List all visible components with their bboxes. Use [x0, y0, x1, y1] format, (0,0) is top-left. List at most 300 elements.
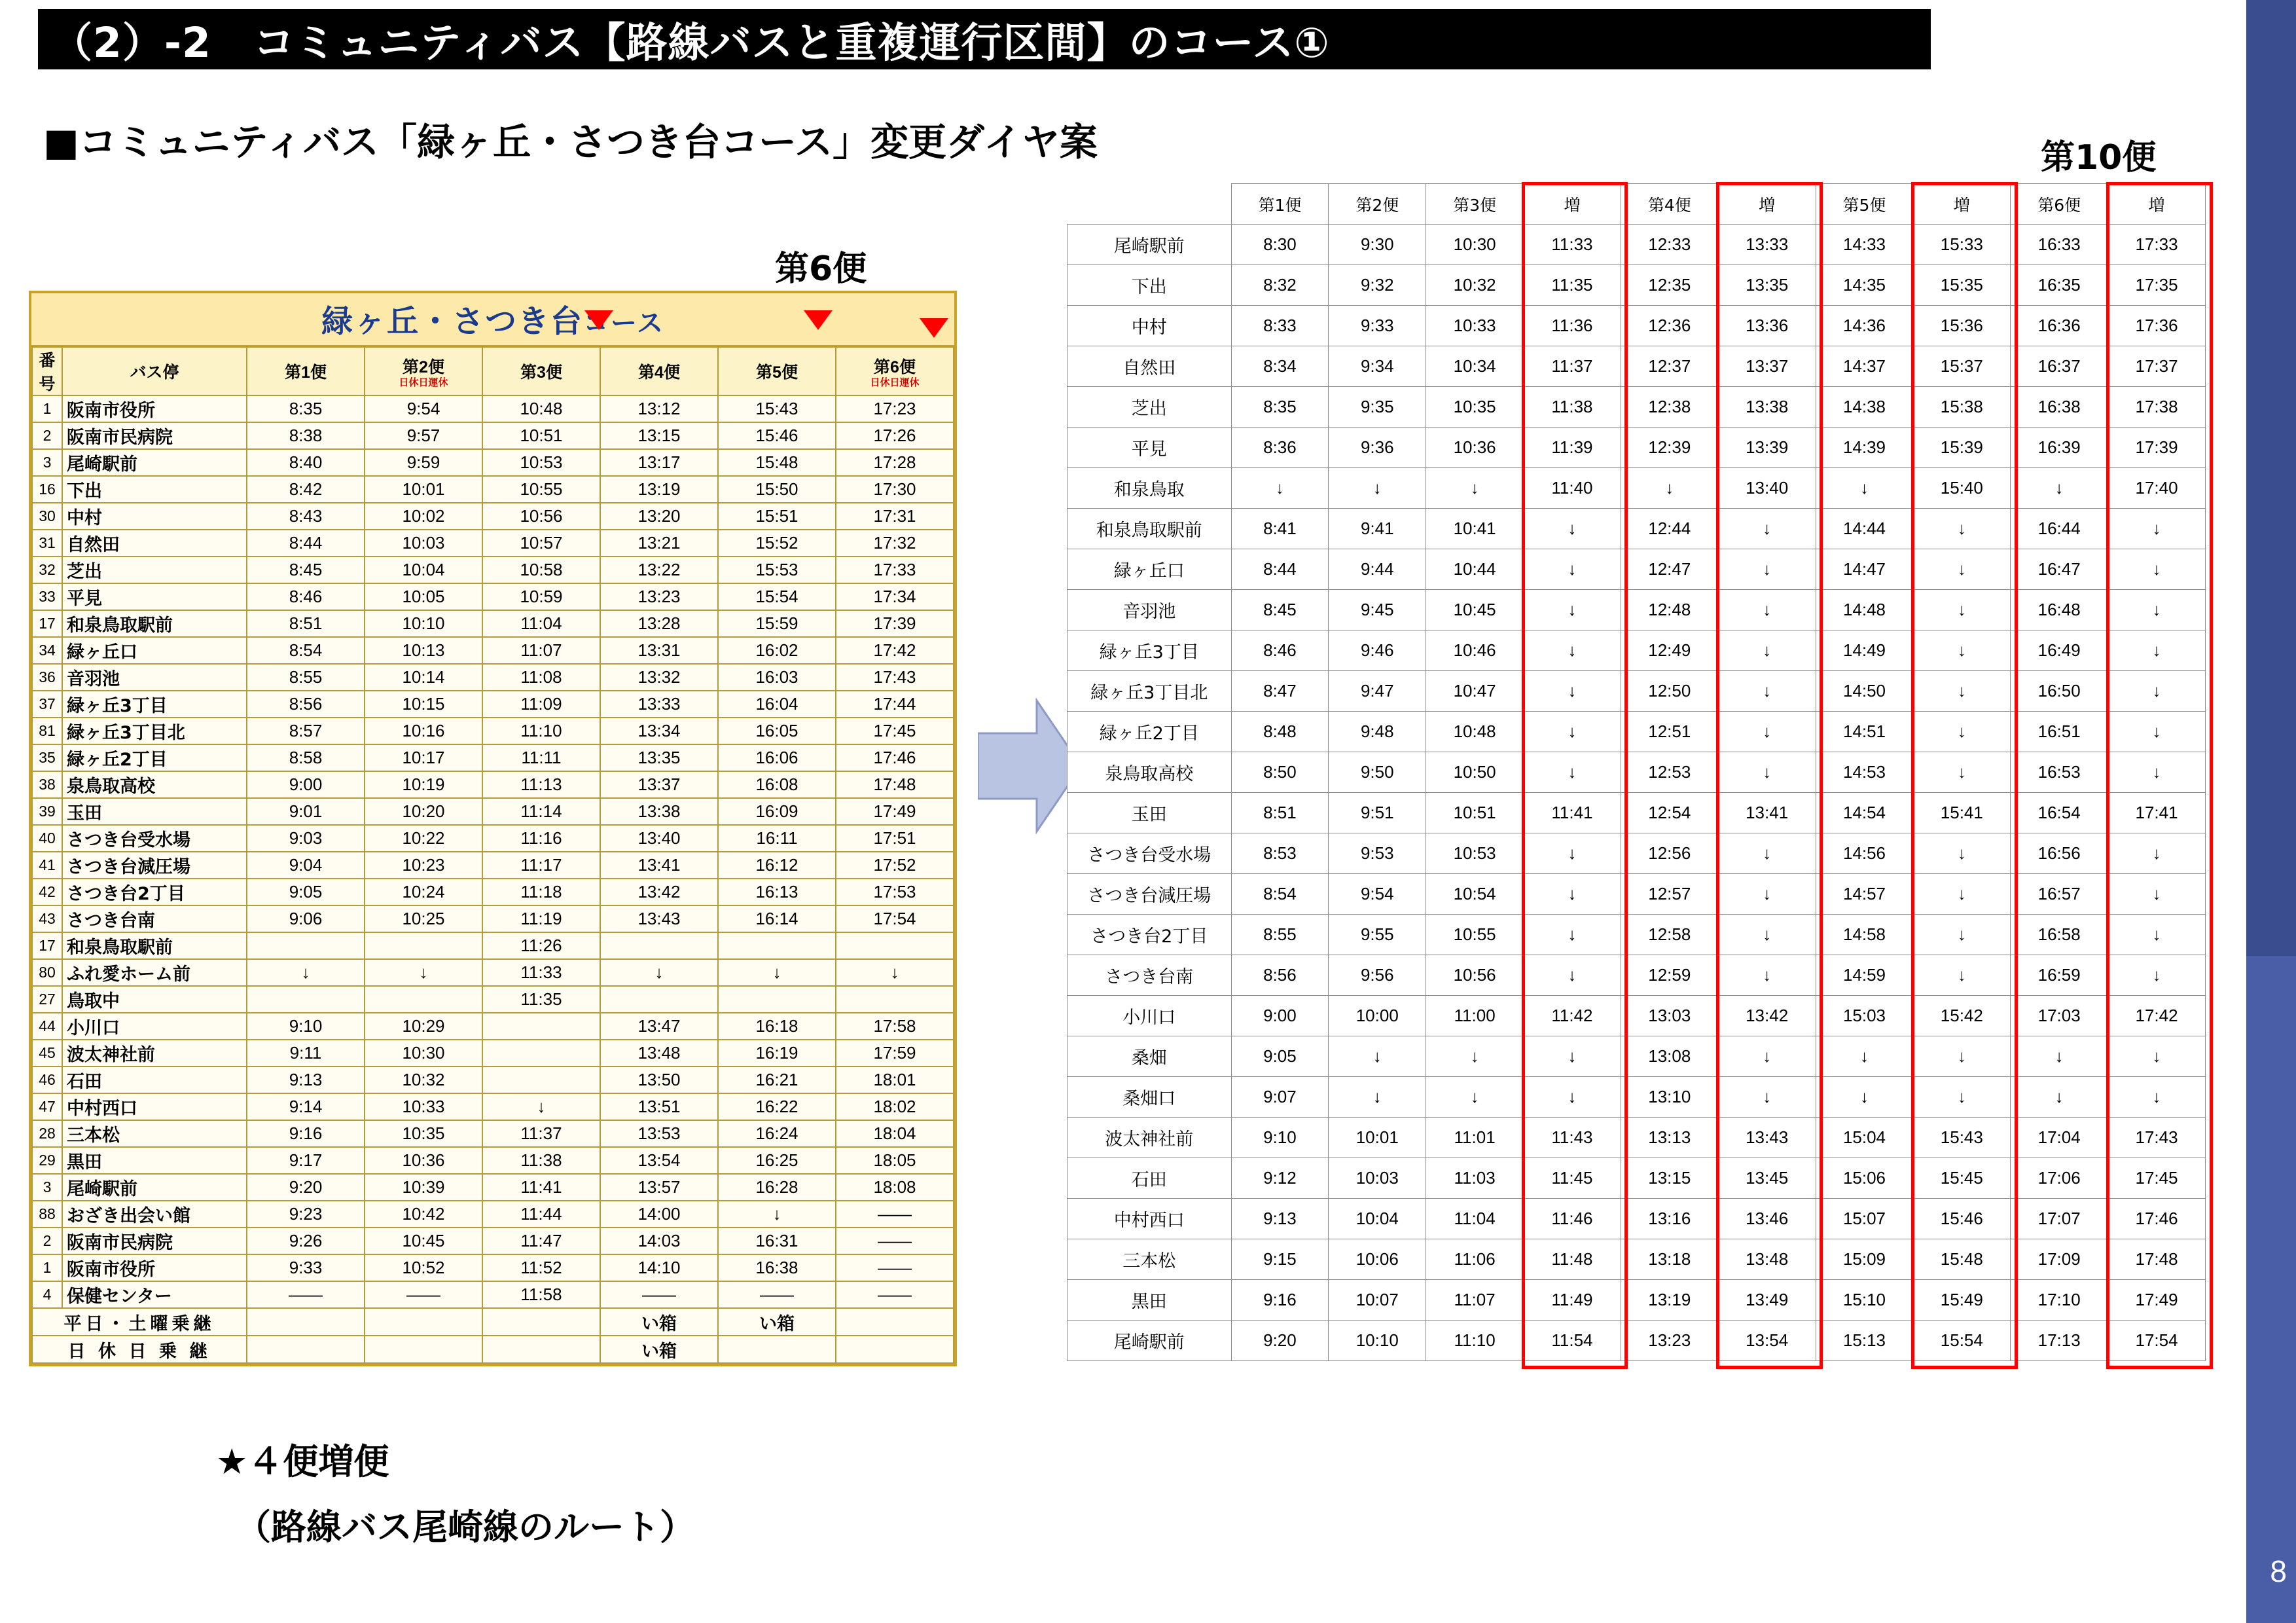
stop-name: 緑ヶ丘口: [1067, 549, 1232, 590]
time-cell: 13:38: [600, 798, 718, 825]
table-row: [32, 637, 954, 664]
time-cell: [600, 986, 718, 1013]
time-cell: 10:41: [1426, 509, 1524, 549]
time-cell: 16:38: [718, 1254, 836, 1281]
time-cell: ↓: [836, 959, 954, 986]
time-cell: 9:35: [1329, 387, 1426, 428]
time-cell: ↓: [1913, 671, 2011, 712]
time-cell: 14:44: [1816, 509, 1913, 549]
time-cell: [482, 1013, 600, 1040]
col-header-bin1: 第1便: [247, 347, 365, 395]
col-header-corner: [1067, 184, 1232, 225]
time-cell: 12:39: [1621, 428, 1718, 468]
row-number: 17: [32, 932, 62, 959]
time-cell: 17:49: [836, 798, 954, 825]
time-cell: 13:40: [600, 825, 718, 852]
time-cell: 13:54: [600, 1147, 718, 1174]
row-number: 44: [32, 1013, 62, 1040]
time-cell: ↓: [2011, 1077, 2108, 1118]
row-number: 34: [32, 637, 62, 664]
footer-cell: [365, 1336, 482, 1363]
stop-name: 平見: [62, 583, 247, 610]
table-row: [1067, 712, 2206, 752]
time-cell: 11:17: [482, 852, 600, 879]
time-cell: 9:07: [1231, 1077, 1329, 1118]
time-cell: 8:36: [1231, 428, 1329, 468]
time-cell: 17:39: [2108, 428, 2206, 468]
row-number: 81: [32, 718, 62, 744]
time-cell: 10:56: [1426, 955, 1524, 996]
stop-name: 和泉鳥取: [1067, 468, 1232, 509]
time-cell: ↓: [1913, 874, 2011, 915]
footer-cell: [365, 1308, 482, 1336]
footer-cell: [836, 1308, 954, 1336]
time-cell: 8:35: [247, 395, 365, 422]
time-cell: 10:35: [1426, 387, 1524, 428]
row-number: 38: [32, 771, 62, 798]
stop-name: 自然田: [62, 530, 247, 556]
time-cell: 12:33: [1621, 225, 1718, 265]
stop-name: 緑ヶ丘口: [62, 637, 247, 664]
stop-name: 芝出: [62, 556, 247, 583]
time-cell: 13:15: [600, 422, 718, 449]
time-cell: 17:39: [836, 610, 954, 637]
time-cell: 16:47: [2011, 549, 2108, 590]
time-cell: 9:15: [1231, 1239, 1329, 1280]
time-cell: 10:25: [365, 905, 482, 932]
time-cell: 15:10: [1816, 1280, 1913, 1321]
time-cell: 10:04: [1329, 1199, 1426, 1239]
time-cell: 13:10: [1621, 1077, 1718, 1118]
time-cell: 9:12: [1231, 1158, 1329, 1199]
stop-name: 平見: [1067, 428, 1232, 468]
time-cell: 17:33: [2108, 225, 2206, 265]
stop-name: さつき台減圧場: [1067, 874, 1232, 915]
time-cell: 10:23: [365, 852, 482, 879]
table-row: [32, 1201, 954, 1228]
time-cell: 11:04: [482, 610, 600, 637]
time-cell: 10:55: [482, 476, 600, 503]
time-cell: 17:32: [836, 530, 954, 556]
time-cell: 11:45: [1524, 1158, 1621, 1199]
time-cell: 15:07: [1816, 1199, 1913, 1239]
time-cell: 16:25: [718, 1147, 836, 1174]
col-header-bin6: [836, 347, 954, 395]
time-cell: 8:44: [247, 530, 365, 556]
time-cell: 12:44: [1621, 509, 1718, 549]
footer-cell: [718, 1336, 836, 1363]
stop-name: 泉鳥取高校: [1067, 752, 1232, 793]
time-cell: 16:14: [718, 905, 836, 932]
slide-side-bar: [2246, 0, 2296, 1623]
time-cell: 12:53: [1621, 752, 1718, 793]
time-cell: 16:02: [718, 637, 836, 664]
time-cell: 18:01: [836, 1067, 954, 1093]
time-cell: 8:38: [247, 422, 365, 449]
time-cell: 16:21: [718, 1067, 836, 1093]
time-cell: ↓: [1524, 630, 1621, 671]
time-cell: ↓: [1913, 1077, 2011, 1118]
row-number: 2: [32, 422, 62, 449]
stop-name: 緑ヶ丘2丁目: [62, 744, 247, 771]
time-cell: 11:52: [482, 1254, 600, 1281]
table-row: [1067, 468, 2206, 509]
time-cell: 16:50: [2011, 671, 2108, 712]
time-cell: ↓: [1913, 955, 2011, 996]
col-header-1: 第1便: [1231, 184, 1329, 225]
table-row: [32, 879, 954, 905]
time-cell: 9:13: [1231, 1199, 1329, 1239]
time-cell: ――: [836, 1201, 954, 1228]
time-cell: 14:33: [1816, 225, 1913, 265]
footer-cell: い箱: [600, 1336, 718, 1363]
time-cell: [482, 1040, 600, 1067]
time-cell: 17:48: [836, 771, 954, 798]
time-cell: ↓: [247, 959, 365, 986]
time-cell: 9:14: [247, 1093, 365, 1120]
time-cell: 14:49: [1816, 630, 1913, 671]
stop-name: 緑ヶ丘2丁目: [1067, 712, 1232, 752]
time-cell: 10:06: [1329, 1239, 1426, 1280]
time-cell: 13:22: [600, 556, 718, 583]
time-cell: 11:33: [482, 959, 600, 986]
time-cell: 11:08: [482, 664, 600, 691]
col-header-no: 番号: [32, 347, 62, 395]
time-cell: ↓: [1718, 630, 1816, 671]
time-cell: 13:31: [600, 637, 718, 664]
row-number: 31: [32, 530, 62, 556]
time-cell: 12:59: [1621, 955, 1718, 996]
time-cell: 12:48: [1621, 590, 1718, 630]
time-cell: 12:49: [1621, 630, 1718, 671]
time-cell: [836, 932, 954, 959]
footer-cell: [482, 1336, 600, 1363]
time-cell: ↓: [1426, 1036, 1524, 1077]
time-cell: 16:39: [2011, 428, 2108, 468]
time-cell: 14:51: [1816, 712, 1913, 752]
stop-name: 玉田: [62, 798, 247, 825]
time-cell: 9:41: [1329, 509, 1426, 549]
time-cell: 10:45: [365, 1228, 482, 1254]
table-row: [32, 825, 954, 852]
time-cell: ↓: [482, 1093, 600, 1120]
time-cell: 11:06: [1426, 1239, 1524, 1280]
time-cell: ↓: [2108, 1036, 2206, 1077]
time-cell: ↓: [1816, 468, 1913, 509]
table-row: [1067, 996, 2206, 1036]
time-cell: ――: [600, 1281, 718, 1308]
time-cell: ↓: [1718, 1036, 1816, 1077]
time-cell: 8:54: [1231, 874, 1329, 915]
time-cell: 11:41: [482, 1174, 600, 1201]
time-cell: 10:05: [365, 583, 482, 610]
time-cell: ↓: [1426, 1077, 1524, 1118]
time-cell: 11:10: [482, 718, 600, 744]
time-cell: 10:48: [482, 395, 600, 422]
time-cell: 13:18: [1621, 1239, 1718, 1280]
table-row: [1067, 1036, 2206, 1077]
time-cell: 10:03: [1329, 1158, 1426, 1199]
stop-name: さつき台2丁目: [1067, 915, 1232, 955]
time-cell: 10:30: [1426, 225, 1524, 265]
time-cell: ↓: [1913, 833, 2011, 874]
time-cell: ↓: [1524, 833, 1621, 874]
time-cell: ↓: [1718, 752, 1816, 793]
time-cell: 17:42: [2108, 996, 2206, 1036]
time-cell: 13:43: [1718, 1118, 1816, 1158]
col-header-5: 第4便: [1621, 184, 1718, 225]
stop-name: 和泉鳥取駅前: [62, 932, 247, 959]
time-cell: 15:53: [718, 556, 836, 583]
time-cell: ――: [836, 1228, 954, 1254]
table-row: [32, 744, 954, 771]
time-cell: 17:34: [836, 583, 954, 610]
footer-cell: い箱: [718, 1308, 836, 1336]
time-cell: 11:54: [1524, 1321, 1621, 1361]
time-cell: 15:36: [1913, 306, 2011, 346]
row-number: 39: [32, 798, 62, 825]
time-cell: 15:13: [1816, 1321, 1913, 1361]
time-cell: ↓: [1329, 1077, 1426, 1118]
time-cell: 15:03: [1816, 996, 1913, 1036]
time-cell: 11:18: [482, 879, 600, 905]
time-cell: 12:47: [1621, 549, 1718, 590]
time-cell: 10:32: [1426, 265, 1524, 306]
table-row: [32, 1013, 954, 1040]
time-cell: 13:17: [600, 449, 718, 476]
time-cell: 17:03: [2011, 996, 2108, 1036]
table-row: [1067, 1077, 2206, 1118]
time-cell: 9:04: [247, 852, 365, 879]
time-cell: 16:35: [2011, 265, 2108, 306]
time-cell: 10:16: [365, 718, 482, 744]
time-cell: 13:32: [600, 664, 718, 691]
footer-cell: [247, 1308, 365, 1336]
time-cell: 12:37: [1621, 346, 1718, 387]
time-cell: 14:53: [1816, 752, 1913, 793]
time-cell: 9:26: [247, 1228, 365, 1254]
time-cell: 9:17: [247, 1147, 365, 1174]
time-cell: 13:45: [1718, 1158, 1816, 1199]
time-cell: 11:35: [1524, 265, 1621, 306]
time-cell: 16:11: [718, 825, 836, 852]
time-cell: 17:26: [836, 422, 954, 449]
time-cell: 11:09: [482, 691, 600, 718]
stop-name: 黒田: [1067, 1280, 1232, 1321]
row-number: 47: [32, 1093, 62, 1120]
time-cell: 11:37: [1524, 346, 1621, 387]
table-row: [1067, 306, 2206, 346]
time-cell: 12:38: [1621, 387, 1718, 428]
time-cell: 15:35: [1913, 265, 2011, 306]
row-number: 1: [32, 1254, 62, 1281]
row-number: 33: [32, 583, 62, 610]
time-cell: 10:24: [365, 879, 482, 905]
time-cell: 11:07: [482, 637, 600, 664]
time-cell: 11:03: [1426, 1158, 1524, 1199]
time-cell: 8:44: [1231, 549, 1329, 590]
time-cell: 14:37: [1816, 346, 1913, 387]
row-number: 40: [32, 825, 62, 852]
time-cell: 8:45: [1231, 590, 1329, 630]
time-cell: 13:19: [600, 476, 718, 503]
time-cell: ↓: [1329, 1036, 1426, 1077]
time-cell: 9:45: [1329, 590, 1426, 630]
stop-name: 中村: [1067, 306, 1232, 346]
col-header-3: 第3便: [1426, 184, 1524, 225]
time-cell: ↓: [1718, 833, 1816, 874]
time-cell: ↓: [2011, 1036, 2108, 1077]
time-cell: 10:33: [1426, 306, 1524, 346]
time-cell: ↓: [1913, 1036, 2011, 1077]
table-row: [32, 449, 954, 476]
time-cell: 13:37: [1718, 346, 1816, 387]
stop-name: 音羽池: [1067, 590, 1232, 630]
time-cell: 8:56: [1231, 955, 1329, 996]
side-bar-accent-top: [2246, 0, 2296, 956]
time-cell: 8:51: [247, 610, 365, 637]
time-cell: 16:06: [718, 744, 836, 771]
time-cell: 17:54: [2108, 1321, 2206, 1361]
time-cell: 17:58: [836, 1013, 954, 1040]
marker-triangle-2: [804, 310, 833, 330]
time-cell: 11:49: [1524, 1280, 1621, 1321]
time-cell: 14:50: [1816, 671, 1913, 712]
callout-bin10: 第10便: [2041, 138, 2157, 177]
time-cell: 15:04: [1816, 1118, 1913, 1158]
time-cell: ↓: [2108, 915, 2206, 955]
table-row: [1067, 874, 2206, 915]
footer-label: 日 休 日 乗 継: [32, 1336, 247, 1363]
stop-name: 中村西口: [1067, 1199, 1232, 1239]
table-row: [32, 1228, 954, 1254]
time-cell: 16:22: [718, 1093, 836, 1120]
table-row: [32, 395, 954, 422]
time-cell: 9:59: [365, 449, 482, 476]
stop-name: 三本松: [1067, 1239, 1232, 1280]
time-cell: ↓: [1524, 549, 1621, 590]
time-cell: 13:42: [600, 879, 718, 905]
time-cell: 10:47: [1426, 671, 1524, 712]
time-cell: 13:13: [1621, 1118, 1718, 1158]
col-header-bin2-note: 日休日運休: [399, 377, 448, 389]
slide-number: 8: [2270, 1554, 2287, 1588]
time-cell: 10:42: [365, 1201, 482, 1228]
time-cell: 11:41: [1524, 793, 1621, 833]
time-cell: 13:38: [1718, 387, 1816, 428]
time-cell: 17:44: [836, 691, 954, 718]
table-row: [32, 1093, 954, 1120]
time-cell: 9:47: [1329, 671, 1426, 712]
time-cell: 13:39: [1718, 428, 1816, 468]
time-cell: ↓: [600, 959, 718, 986]
time-cell: 16:56: [2011, 833, 2108, 874]
time-cell: 10:58: [482, 556, 600, 583]
row-number: 3: [32, 1174, 62, 1201]
table-row: [1067, 225, 2206, 265]
current-timetable: [29, 291, 957, 1366]
stop-name: 桑畑: [1067, 1036, 1232, 1077]
time-cell: 11:16: [482, 825, 600, 852]
time-cell: 13:23: [600, 583, 718, 610]
stop-name: 小川口: [62, 1013, 247, 1040]
time-cell: 13:40: [1718, 468, 1816, 509]
time-cell: 17:49: [2108, 1280, 2206, 1321]
stop-name: 阪南市役所: [62, 1254, 247, 1281]
time-cell: 13:54: [1718, 1321, 1816, 1361]
time-cell: 8:57: [247, 718, 365, 744]
time-cell: 15:46: [718, 422, 836, 449]
col-header-bin2-label: 第2便: [403, 358, 444, 377]
time-cell: 14:47: [1816, 549, 1913, 590]
row-number: 35: [32, 744, 62, 771]
col-header-7: 第5便: [1816, 184, 1913, 225]
time-cell: 13:53: [600, 1120, 718, 1147]
time-cell: 9:03: [247, 825, 365, 852]
time-cell: 15:51: [718, 503, 836, 530]
time-cell: 9:32: [1329, 265, 1426, 306]
table-row: [1067, 549, 2206, 590]
time-cell: 12:56: [1621, 833, 1718, 874]
col-header-10: 増: [2108, 184, 2206, 225]
time-cell: 13:41: [600, 852, 718, 879]
stop-name: さつき台受水場: [62, 825, 247, 852]
time-cell: 14:10: [600, 1254, 718, 1281]
time-cell: 16:44: [2011, 509, 2108, 549]
table-header-row: [1067, 184, 2206, 225]
time-cell: 17:45: [836, 718, 954, 744]
time-cell: 15:43: [1913, 1118, 2011, 1158]
time-cell: [600, 932, 718, 959]
row-number: 16: [32, 476, 62, 503]
proposed-timetable-grid: [1067, 183, 2206, 1361]
time-cell: 8:32: [1231, 265, 1329, 306]
time-cell: ↓: [1329, 468, 1426, 509]
time-cell: 13:37: [600, 771, 718, 798]
time-cell: ↓: [718, 1201, 836, 1228]
stop-name: 尾崎駅前: [62, 449, 247, 476]
time-cell: 10:52: [365, 1254, 482, 1281]
time-cell: 10:39: [365, 1174, 482, 1201]
time-cell: ↓: [1718, 712, 1816, 752]
table-row: [32, 1147, 954, 1174]
time-cell: 10:36: [365, 1147, 482, 1174]
time-cell: 9:56: [1329, 955, 1426, 996]
time-cell: 10:51: [482, 422, 600, 449]
time-cell: ↓: [1524, 955, 1621, 996]
time-cell: 16:57: [2011, 874, 2108, 915]
time-cell: 13:23: [1621, 1321, 1718, 1361]
time-cell: 12:57: [1621, 874, 1718, 915]
time-cell: 13:43: [600, 905, 718, 932]
time-cell: 17:46: [2108, 1199, 2206, 1239]
time-cell: ↓: [2108, 752, 2206, 793]
time-cell: 11:19: [482, 905, 600, 932]
time-cell: 11:48: [1524, 1239, 1621, 1280]
time-cell: 8:47: [1231, 671, 1329, 712]
time-cell: 15:09: [1816, 1239, 1913, 1280]
time-cell: 14:39: [1816, 428, 1913, 468]
time-cell: ↓: [1524, 1077, 1621, 1118]
time-cell: 17:41: [2108, 793, 2206, 833]
time-cell: [247, 932, 365, 959]
time-cell: 9:33: [247, 1254, 365, 1281]
row-number: 17: [32, 610, 62, 637]
proposed-timetable: [1067, 183, 2206, 1361]
time-cell: 8:48: [1231, 712, 1329, 752]
row-number: 43: [32, 905, 62, 932]
time-cell: 11:11: [482, 744, 600, 771]
